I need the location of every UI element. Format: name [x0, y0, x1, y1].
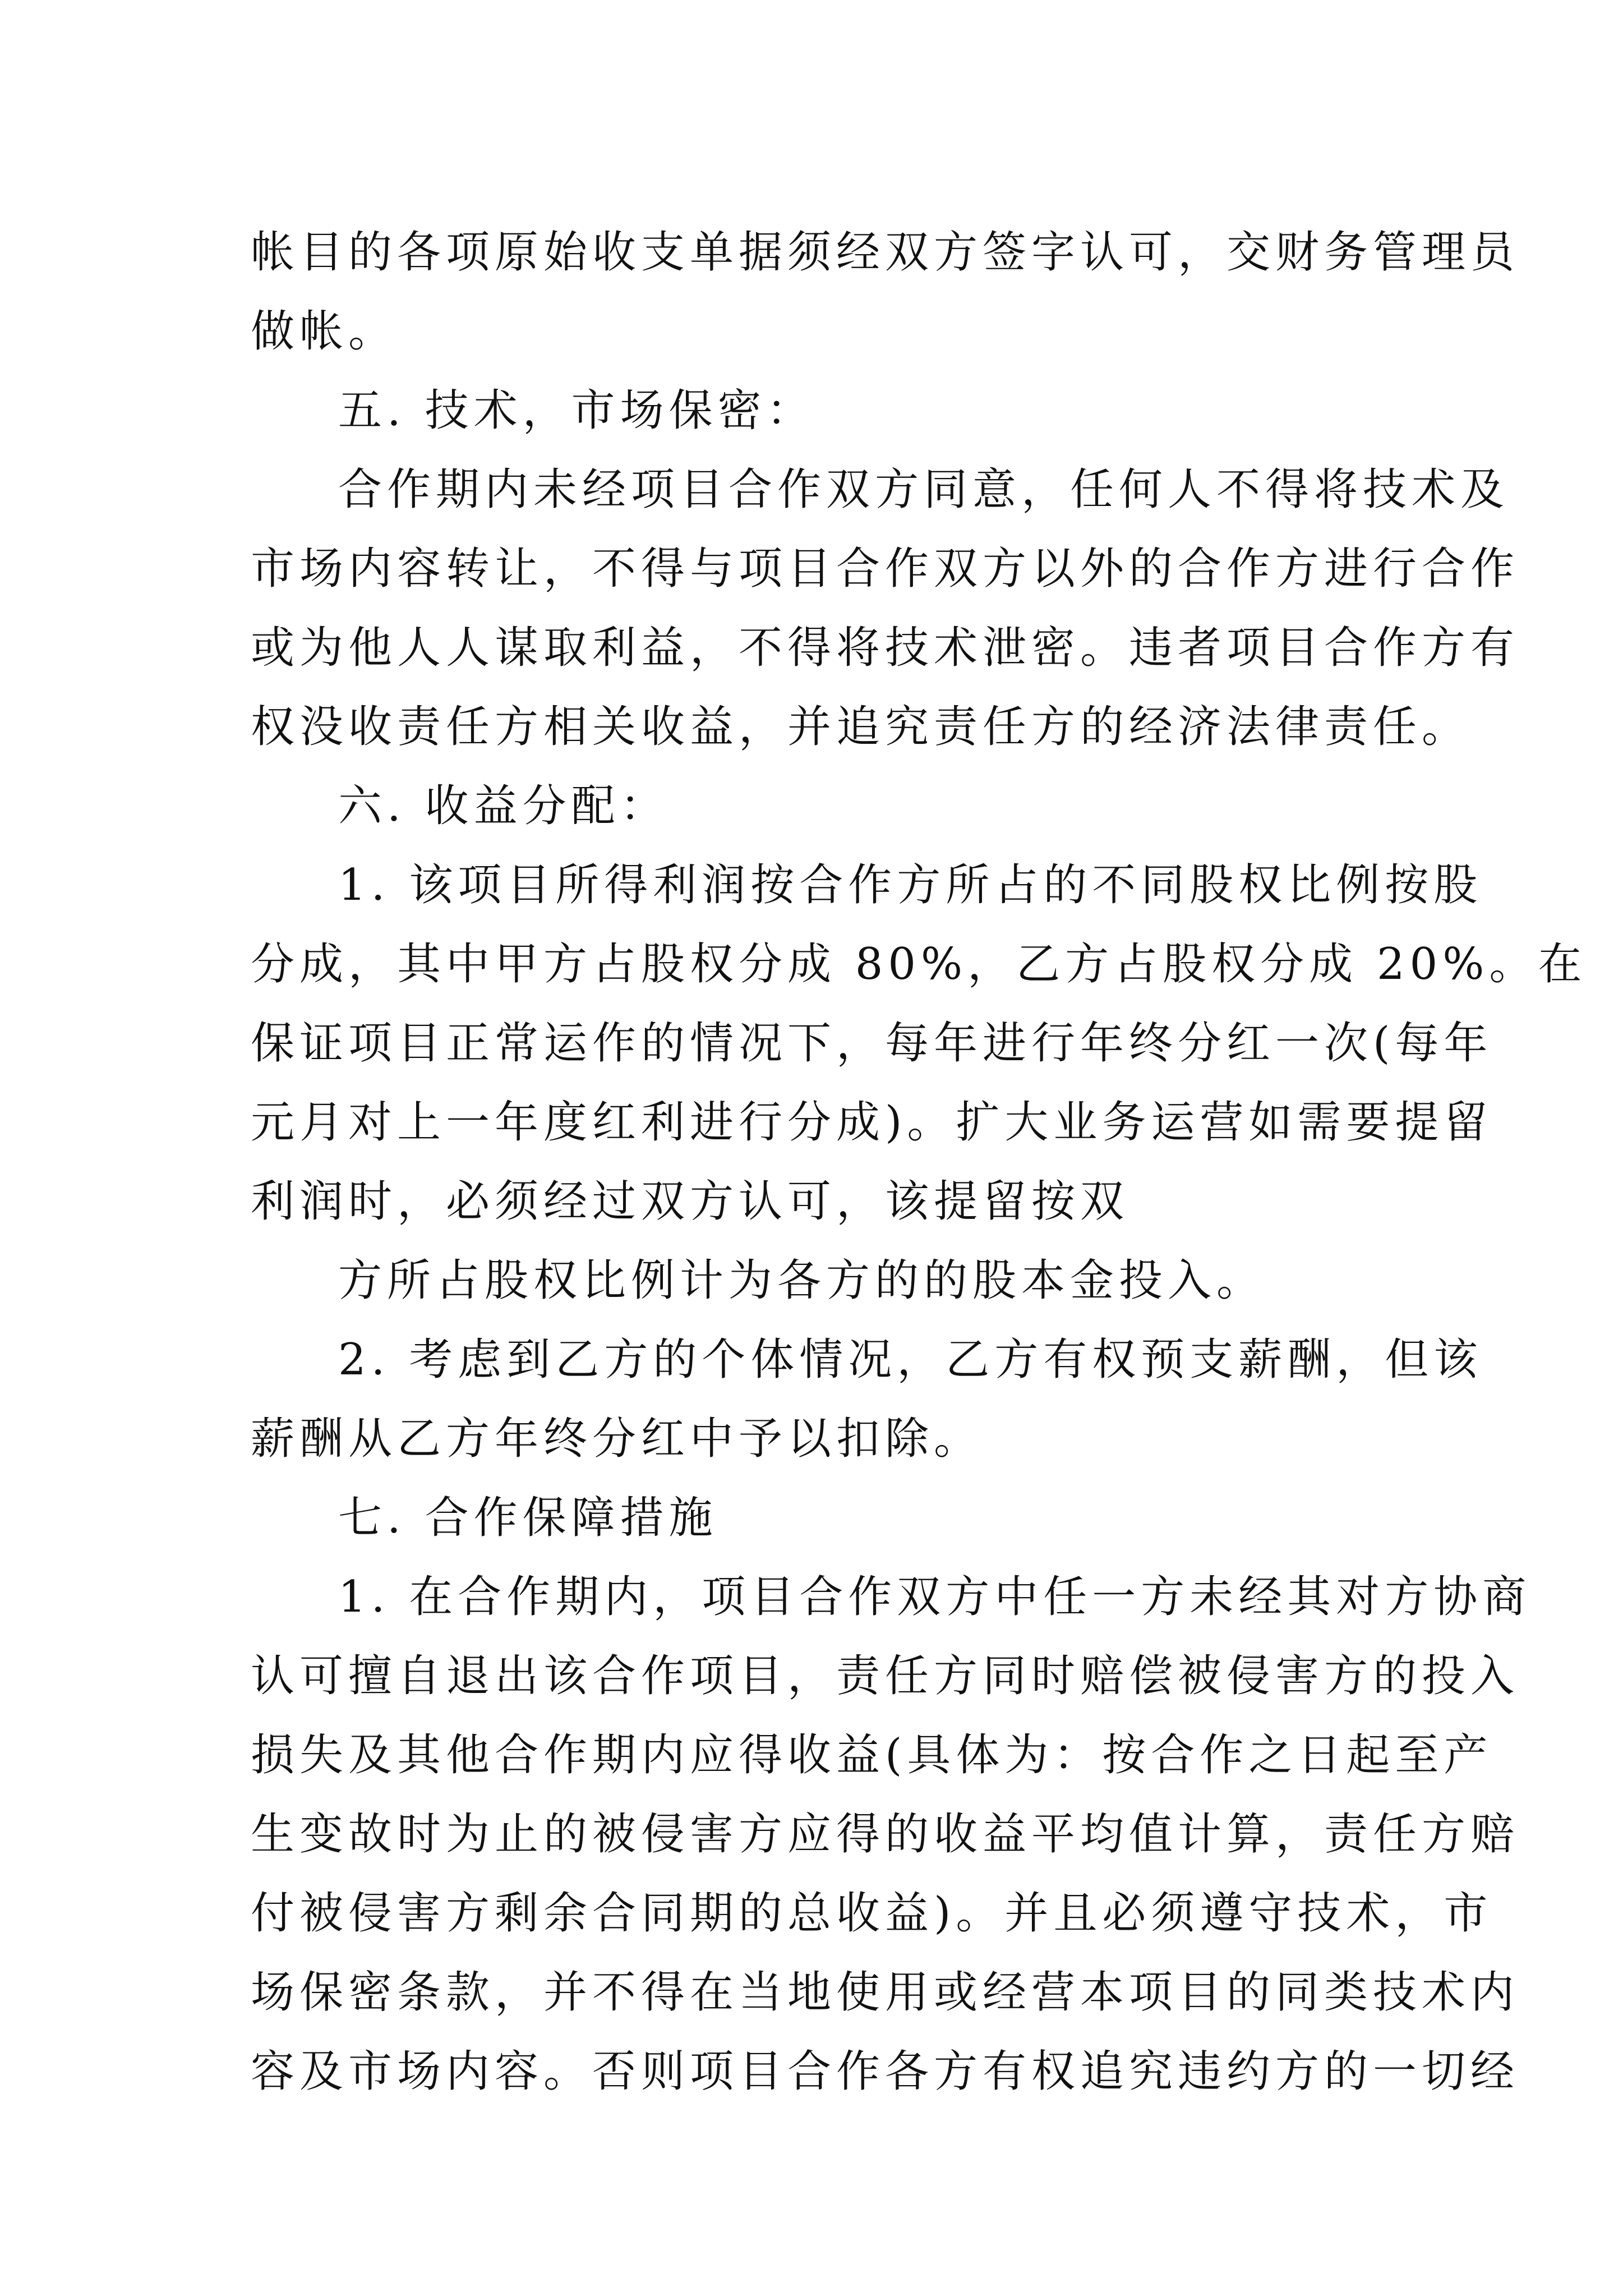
text-line: 权没收责任方相关收益，并追究责任方的经济法律责任。	[251, 702, 1471, 752]
text-line: 或为他人人谋取利益，不得将技术泄密。违者项目合作方有	[251, 623, 1520, 673]
text-line: 付被侵害方剩余合同期的总收益)。并且必须遵守技术，市	[251, 1888, 1493, 1939]
text-line: 保证项目正常运作的情况下，每年进行年终分红一次(每年	[251, 1018, 1493, 1069]
text-line: 生变故时为止的被侵害方应得的收益平均值计算，责任方赔	[251, 1809, 1520, 1860]
section-heading: 六. 收益分配：	[338, 781, 669, 831]
text-line: 分成，其中甲方占股权分成 80%，乙方占股权分成 20%。在	[251, 939, 1587, 990]
text-line: 方所占股权比例计为各方的的股本金投入。	[338, 1255, 1266, 1306]
text-line: 薪酬从乙方年终分红中予以扣除。	[251, 1414, 983, 1464]
text-line: 损失及其他合作期内应得收益(具体为：按合作之日起至产	[251, 1730, 1493, 1780]
text-line: 2. 考虑到乙方的个体情况，乙方有权预支薪酬，但该	[338, 1335, 1483, 1385]
text-line: 认可擅自退出该合作项目，责任方同时赔偿被侵害方的投入	[251, 1651, 1520, 1701]
text-line: 帐目的各项原始收支单据须经双方签字认可，交财务管理员	[251, 227, 1520, 278]
section-heading: 五. 技术，市场保密：	[338, 385, 815, 436]
text-line: 1. 在合作期内，项目合作双方中任一方未经其对方协商	[338, 1572, 1532, 1622]
text-line: 利润时，必须经过双方认可，该提留按双	[251, 1176, 1129, 1227]
text-line: 元月对上一年度红利进行分成)。扩大业务运营如需要提留	[251, 1097, 1493, 1148]
text-line: 市场内容转让，不得与项目合作双方以外的合作方进行合作	[251, 544, 1520, 594]
text-line: 容及市场内容。否则项目合作各方有权追究违约方的一切经	[251, 2046, 1520, 2097]
text-line: 1. 该项目所得利润按合作方所占的不同股权比例按股	[338, 860, 1483, 910]
text-line: 做帐。	[251, 306, 398, 357]
document-body	[251, 213, 1587, 2111]
text-line: 场保密条款，并不得在当地使用或经营本项目的同类技术内	[251, 1967, 1520, 2018]
section-heading: 七. 合作保障措施	[338, 1493, 718, 1543]
text-line: 合作期内未经项目合作双方同意，任何人不得将技术及	[338, 464, 1510, 515]
